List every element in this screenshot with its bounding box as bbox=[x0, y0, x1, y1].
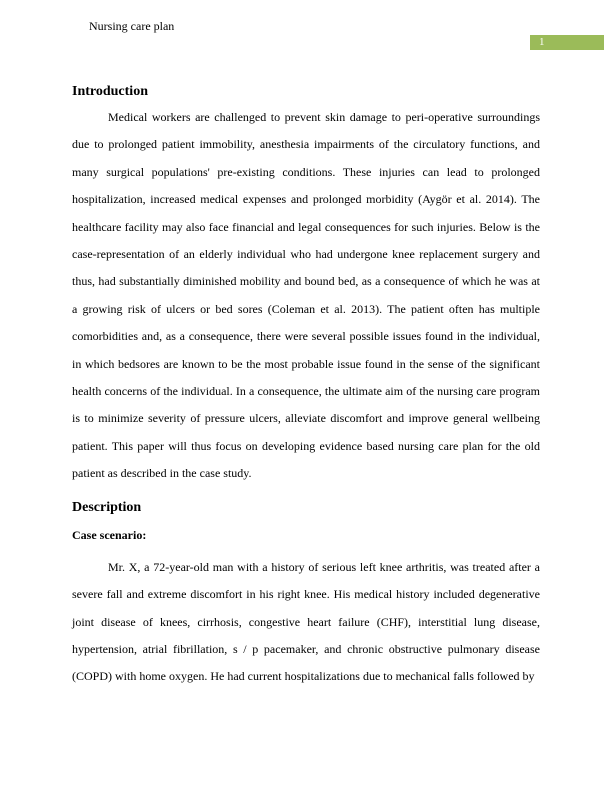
case-scenario-heading: Case scenario: bbox=[72, 527, 147, 542]
page-number-badge bbox=[530, 35, 604, 50]
case-scenario-paragraph: Mr. X, a 72-year-old man with a history of serious left knee arthritis, was treated after a severe fall and extreme discomfort in his right knee. His medical history included degenerative joint disease of knees, cirrhosis, congestive heart failure (CHF), interstitial lung disease, hypertension, atrial fibrillation, s / p pacemaker, and chronic obstructive pulmonary disease (COPD) with home oxygen. He had current hospitalizations due to mechanical falls followed by bbox=[72, 559, 540, 684]
introduction-paragraph: Medical workers are challenged to prevent skin damage to peri-operative surroundings due to prolonged patient immobility, anesthesia impairments of the circulatory functions, and many surgical populations' pre-existing conditions. These injuries can lead to prolonged hospitalization, increased medical expenses and prolonged morbidity (Aygör et al. 2014). The healthcare facility may also face financial and legal consequences for such injuries. Below is the case-representation of an elderly individual who had undergone knee replacement surgery and thus, had substantially diminished mobility and bound bed, as a consequence of which he was at a growing risk of ulcers or bed sores (Coleman et al. 2013). The patient often has multiple comorbidities and, as a consequence, there were several possible issues found in the individual, in which bedsores are known to be the most probable issue found in the sense of the significant health concerns of the individual. In a consequence, the ultimate aim of the nursing care program is to minimize severity of pressure ulcers, alleviate discomfort and improve general wellbeing patient. This paper will thus focus on developing evidence based nursing care plan for the old patient as described in the case study. bbox=[72, 110, 540, 481]
page-number: 1 bbox=[539, 36, 545, 48]
document-body bbox=[72, 83, 540, 691]
introduction-heading: Introduction bbox=[72, 84, 148, 99]
description-heading: Description bbox=[72, 499, 142, 515]
running-head: Nursing care plan bbox=[89, 19, 175, 33]
